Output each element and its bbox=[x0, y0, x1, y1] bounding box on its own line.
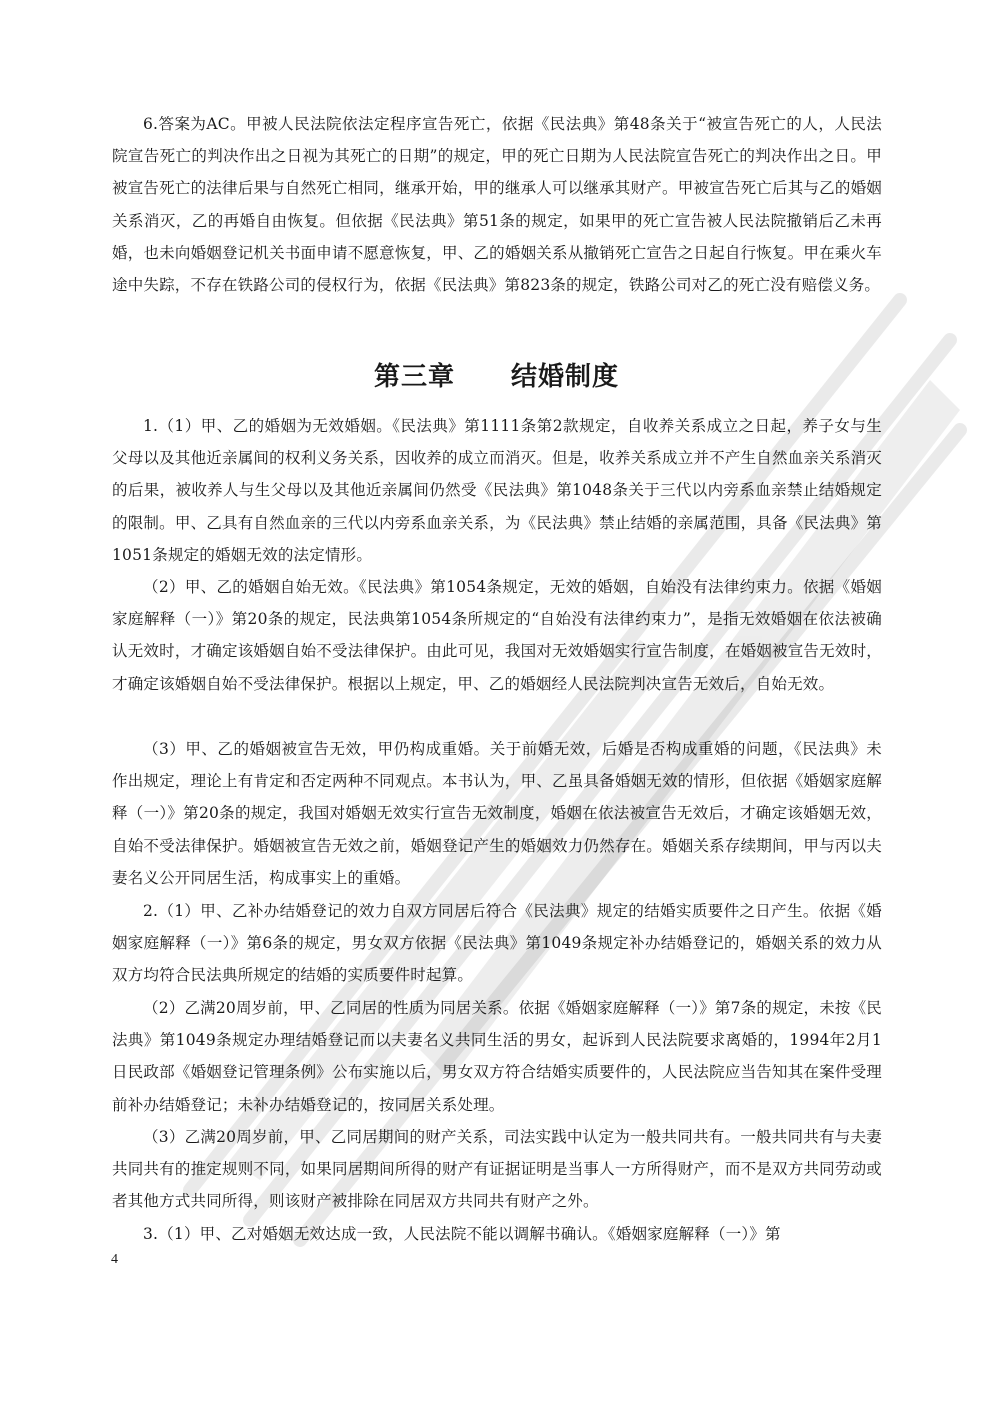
answer-6-paragraph: 6.答案为AC。甲被人民法院依法定程序宣告死亡，依据《民法典》第48条关于“被宣告死亡的人，人民法院宣告死亡的判决作出之日视为其死亡的日期”的规定，甲的死亡日期为人民法院宣告死亡的判决作出之日。甲被宣告死亡的法律后果与自然死亡相同，继承开始，甲的继承人可以继承其财产。甲被宣告死亡后其与乙的婚姻关系消灭，乙的再婚自由恢复。但依据《民法典》第51条的规定，如果甲的死亡宣告被人民法院撤销后乙未再婚，也未向婚姻登记机关书面申请不愿意恢复，甲、乙的婚姻关系从撤销死亡宣告之日起自行恢复。甲在乘火车途中失踪，不存在铁路公司的侵权行为，依据《民法典》第823条的规定，铁路公司对乙的死亡没有赔偿义务。 bbox=[112, 115, 882, 295]
answer-3-1-paragraph: 3.（1）甲、乙对婚姻无效达成一致，人民法院不能以调解书确认。《婚姻家庭解释（一）》第 bbox=[143, 1225, 781, 1243]
chapter-heading bbox=[0, 356, 993, 393]
answer-1-2-paragraph: （2）甲、乙的婚姻自始无效。《民法典》第1054条规定，无效的婚姻，自始没有法律约束力。依据《婚姻家庭解释（一）》第20条的规定，民法典第1054条所规定的“自始没有法律约束力”，是指无效婚姻在依法被确认无效时，才确定该婚姻自始不受法律保护。由此可见，我国对无效婚姻实行宣告制度，在婚姻被宣告无效时，才确定该婚姻自始不受法律保护。根据以上规定，甲、乙的婚姻经人民法院判决宣告无效后，自始无效。 bbox=[112, 578, 882, 693]
answer-2-1-paragraph: 2.（1）甲、乙补办结婚登记的效力自双方同居后符合《民法典》规定的结婚实质要件之日产生。依据《婚姻家庭解释（一）》第6条的规定，男女双方依据《民法典》第1049条规定补办结婚登记的，婚姻关系的效力从双方均符合民法典所规定的结婚的实质要件时起算。 bbox=[112, 902, 882, 985]
chapter-title: 结婚制度 bbox=[511, 362, 620, 392]
answer-2-3-paragraph: （3）乙满20周岁前，甲、乙同居期间的财产关系，司法实践中认定为一般共同共有。一般共同共有与夫妻共同共有的推定规则不同，如果同居期间所得的财产有证据证明是当事人一方所得财产，而不是双方共同劳动或者其他方式共同所得，则该财产被排除在同居双方共同共有财产之外。 bbox=[112, 1128, 882, 1211]
answer-2-2-paragraph: （2）乙满20周岁前，甲、乙同居的性质为同居关系。依据《婚姻家庭解释（一）》第7条的规定，未按《民法典》第1049条规定办理结婚登记而以夫妻名义共同生活的男女，起诉到人民法院要求离婚的，1994年2月1日民政部《婚姻登记管理条例》公布实施以后，男女双方符合结婚实质要件的，人民法院应当告知其在案件受理前补办结婚登记；未补办结婚登记的，按同居关系处理。 bbox=[112, 999, 882, 1114]
chapter-number: 第三章 bbox=[373, 362, 455, 392]
answer-1-3-paragraph: （3）甲、乙的婚姻被宣告无效，甲仍构成重婚。关于前婚无效，后婚是否构成重婚的问题，《民法典》未作出规定，理论上有肯定和否定两种不同观点。本书认为，甲、乙虽具备婚姻无效的情形，但依据《婚姻家庭解释（一）》第20条的规定，我国对婚姻无效实行宣告无效制度，婚姻在依法被宣告无效后，才确定该婚姻无效，自始不受法律保护。婚姻被宣告无效之前，婚姻登记产生的婚姻效力仍然存在。婚姻关系存续期间，甲与丙以夫妻名义公开同居生活，构成事实上的重婚。 bbox=[112, 740, 882, 887]
page-number: 4 bbox=[111, 1252, 118, 1267]
answer-1-1-paragraph: 1.（1）甲、乙的婚姻为无效婚姻。《民法典》第1111条第2款规定，自收养关系成立之日起，养子女与生父母以及其他近亲属间的权利义务关系，因收养的成立而消灭。但是，收养关系成立并不产生自然血亲关系消灭的后果，被收养人与生父母以及其他近亲属间仍然受《民法典》第1048条关于三代以内旁系血亲禁止结婚规定的限制。甲、乙具有自然血亲的三代以内旁系血亲关系，为《民法典》禁止结婚的亲属范围，具备《民法典》第1051条规定的婚姻无效的法定情形。 bbox=[112, 417, 882, 564]
